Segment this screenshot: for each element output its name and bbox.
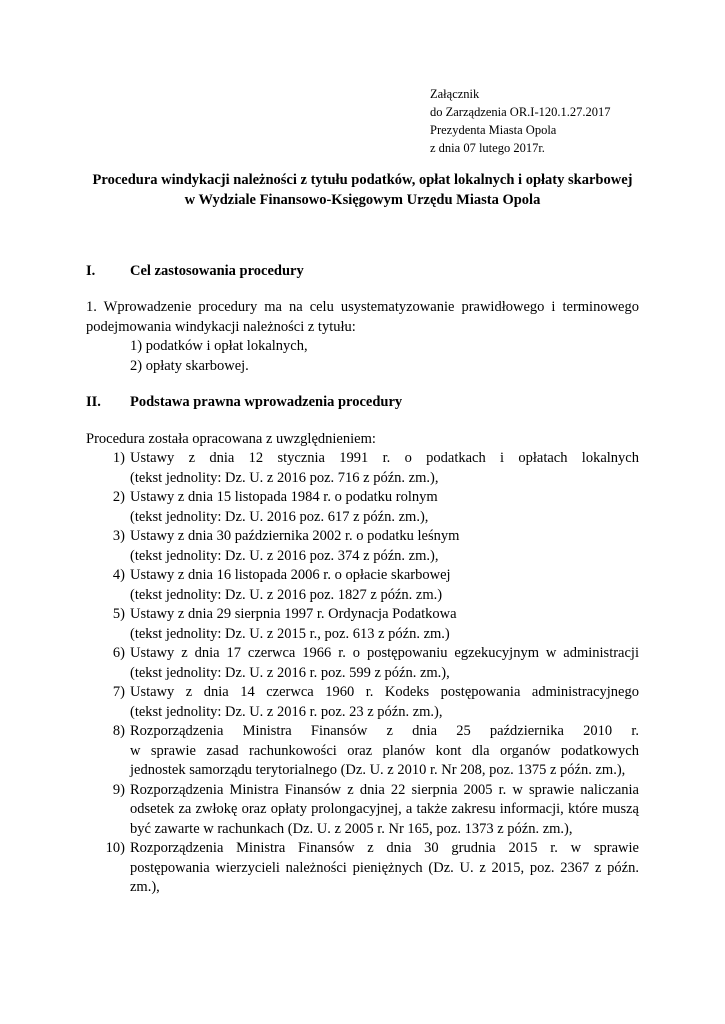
list-item-line: (tekst jednolity: Dz. U. 2016 poz. 617 z późn. zm.),: [130, 508, 429, 525]
list-item-line: Ustawy z dnia 12 stycznia 1991 r. o podatkach i opłatach lokalnych: [130, 450, 639, 466]
annex-line: Prezydenta Miasta Opola: [430, 123, 557, 137]
list-item-line: być zawarte w rachunkach (Dz. U. z 2005 r. Nr 165, poz. 1373 z późn. zm.),: [130, 820, 573, 837]
list-item: [86, 605, 639, 644]
section-number: II.: [86, 394, 101, 410]
list-item-line: Rozporządzenia Ministra Finansów z dnia 22 sierpnia 2005 r. w sprawie naliczania: [130, 781, 639, 798]
list-item: [86, 722, 639, 781]
list-item: [86, 488, 639, 527]
title-line: Procedura windykacji należności z tytułu podatków, opłat lokalnych i opłaty skarbowej: [92, 172, 633, 188]
section-1-item: 1) podatków i opłat lokalnych,: [130, 338, 308, 354]
list-item-number: 4): [112, 567, 125, 583]
section-heading-1: [86, 261, 304, 281]
annex-line: do Zarządzenia OR.I-120.1.27.2017: [430, 105, 611, 119]
list-item-number: 5): [112, 606, 125, 622]
list-item-line: Ustawy z dnia 17 czerwca 1966 r. o postępowaniu egzekucyjnym w administracji: [130, 645, 639, 661]
list-item-line: (tekst jednolity: Dz. U. z 2016 poz. 716 z późn. zm.),: [130, 469, 439, 486]
list-item-line: w sprawie zasad rachunkowości oraz planów kont dla organów podatkowych: [130, 742, 639, 759]
section-heading-2: [86, 392, 402, 412]
section-title: Podstawa prawna wprowadzenia procedury: [130, 394, 403, 410]
list-item: [86, 839, 639, 898]
annex-header: [430, 85, 611, 157]
list-item: [86, 566, 639, 605]
list-item-number: 6): [112, 645, 125, 661]
list-item-line: Ustawy z dnia 30 października 2002 r. o podatku leśnym: [130, 528, 460, 544]
list-item: [86, 449, 639, 488]
list-item: [86, 781, 639, 840]
document-title: [60, 170, 665, 210]
annex-line: Załącznik: [430, 87, 480, 101]
list-item-line: Ustawy z dnia 16 listopada 2006 r. o opłacie skarbowej: [130, 567, 451, 583]
list-item-line: odsetek za zwłokę oraz opłaty prolongacyjnej, a także zakresu informacji, które muszą: [130, 801, 639, 817]
section-2-intro: Procedura została opracowana z uwzględnieniem:: [86, 431, 376, 447]
list-item-line: (tekst jednolity: Dz. U. z 2016 poz. 1827 z późn. zm.): [130, 586, 443, 603]
list-item-number: 2): [112, 489, 125, 505]
list-item-line: (tekst jednolity: Dz. U. z 2016 poz. 374 z późn. zm.),: [130, 547, 439, 564]
legal-basis-list: [86, 449, 639, 898]
list-item-line: (tekst jednolity: Dz. U. z 2016 r. poz. 23 z późn. zm.),: [130, 703, 443, 720]
list-item-line: Rozporządzenia Ministra Finansów z dnia 25 października 2010 r.: [130, 723, 639, 739]
list-item-line: Rozporządzenia Ministra Finansów z dnia 30 grudnia 2015 r. w sprawie: [130, 840, 639, 856]
list-item: [86, 527, 639, 566]
list-item-line: jednostek samorządu terytorialnego (Dz. U. z 2010 r. Nr 208, poz. 1375 z późn. zm.),: [130, 762, 626, 778]
section-title: Cel zastosowania procedury: [130, 263, 304, 279]
list-item-number: 7): [112, 684, 125, 700]
list-item-line: Ustawy z dnia 29 sierpnia 1997 r. Ordynacja Podatkowa: [130, 606, 457, 622]
list-item-line: zm.),: [130, 879, 160, 895]
list-item-line: postępowania wierzycieli należności pieniężnych (Dz. U. z 2015, poz. 2367 z późn.: [130, 859, 639, 876]
annex-line: z dnia 07 lutego 2017r.: [430, 141, 545, 155]
list-item-number: 1): [112, 450, 125, 466]
list-item: [86, 683, 639, 722]
section-number: I.: [86, 263, 96, 279]
list-item: [86, 644, 639, 683]
section-1-paragraph: 1. Wprowadzenie procedury ma na celu usystematyzowanie prawidłowego i terminowego podejmowania windykacji należności z tytułu:: [86, 299, 639, 335]
list-item-number: 10): [105, 840, 125, 856]
list-item-line: (tekst jednolity: Dz. U. z 2016 r. poz. 599 z późn. zm.),: [130, 664, 450, 681]
list-item-number: 8): [112, 723, 125, 739]
list-item-line: Ustawy z dnia 14 czerwca 1960 r. Kodeks postępowania administracyjnego: [130, 684, 639, 700]
list-item-line: Ustawy z dnia 15 listopada 1984 r. o podatku rolnym: [130, 489, 438, 505]
list-item-number: 3): [112, 528, 125, 544]
list-item-number: 9): [112, 781, 125, 798]
title-line: w Wydziale Finansowo-Księgowym Urzędu Miasta Opola: [184, 192, 541, 208]
list-item-line: (tekst jednolity: Dz. U. z 2015 r., poz. 613 z późn. zm.): [130, 625, 450, 642]
section-1-item: 2) opłaty skarbowej.: [130, 358, 249, 374]
